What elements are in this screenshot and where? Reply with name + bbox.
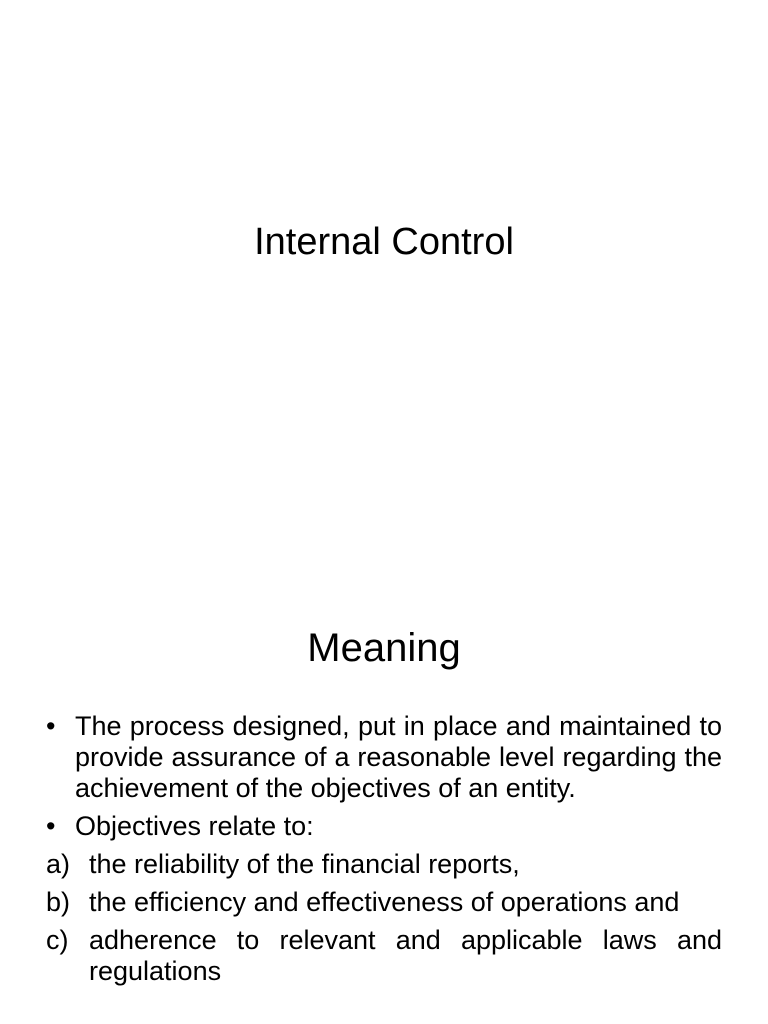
bullet-marker: • xyxy=(46,811,56,841)
list-marker: b) xyxy=(46,887,71,917)
list-item xyxy=(46,849,722,880)
list-text: the efficiency and effectiveness of operations and xyxy=(89,887,680,917)
list-item xyxy=(46,887,722,918)
list-text: adherence to relevant and applicable laws and regulations xyxy=(89,925,722,986)
bullet-text: The process designed, put in place and maintained to provide assurance of a reasonable level regarding the achievement of the objectives of an entity. xyxy=(75,711,722,803)
bullet-text: Objectives relate to: xyxy=(75,811,314,841)
list-marker: a) xyxy=(46,849,71,879)
bullet-item xyxy=(46,811,722,842)
meaning-slide xyxy=(0,576,768,1024)
bullet-marker: • xyxy=(46,711,56,741)
slide-heading: Meaning xyxy=(307,626,461,670)
list-item xyxy=(46,925,722,987)
list-text: the reliability of the financial reports, xyxy=(89,849,520,879)
list-marker: c) xyxy=(46,925,69,955)
bullet-item xyxy=(46,711,722,804)
slide-body xyxy=(46,711,722,994)
slide-title: Internal Control xyxy=(254,221,514,263)
